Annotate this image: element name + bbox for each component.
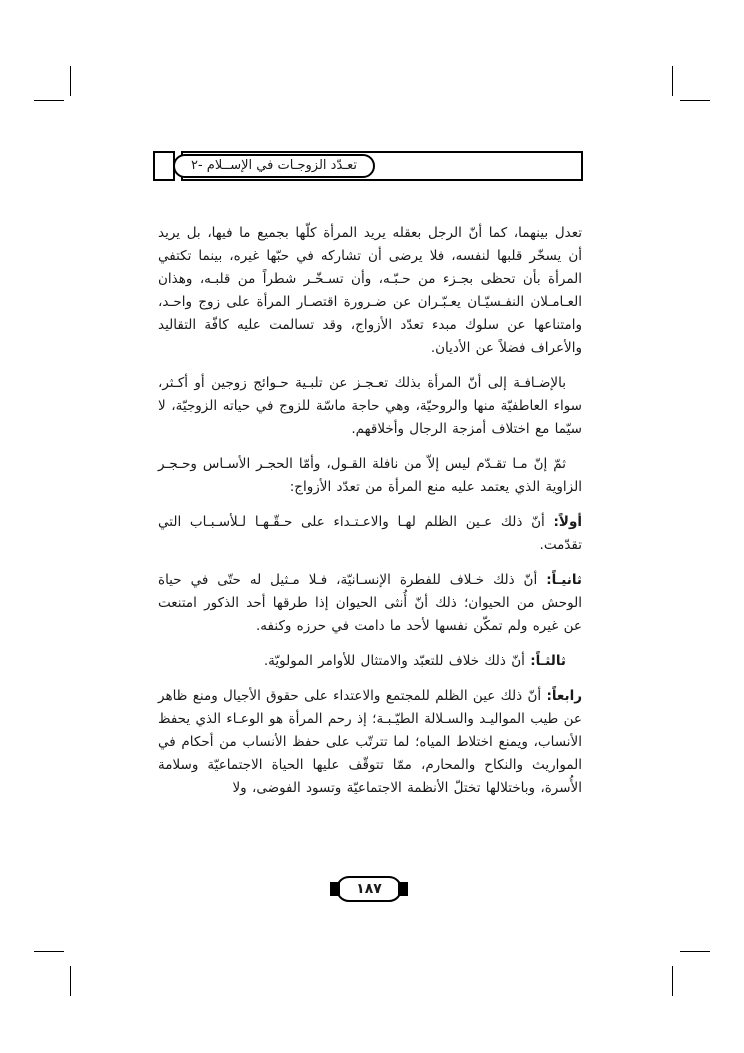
paragraph-text: تعدل بينهما، كما أنّ الرجل بعقله يريد المرأة كلّها بجميع ما فيها، بل يريد أن يسخّر قلبها لنفسه، فلا يرضى أن تشاركه في حبّها غيره، بينما تكتفي المرأة بأن تحظى بجـزء من حـبّـه، وأن تسـخّـر شطراً من قلبـه، وهذان العـامـلان النفـسيّـان يعـبّـران عن ضـرورة اقتصـار المرأة على زوج واحـد، وامتناعها عن سلوك مبدء تعدّد الأزواج، وقد تسالمت عليه كافّة التقاليد والأعراف فضلاً عن الأديان. [158, 225, 582, 356]
crop-mark [672, 66, 673, 96]
paragraph [158, 685, 582, 800]
crop-mark [70, 966, 71, 996]
running-title: تعـدّد الزوجـات في الإســلام -٢ [173, 154, 375, 178]
paragraph [158, 372, 582, 441]
paragraph [158, 453, 582, 499]
crop-mark [70, 66, 71, 96]
paragraph-text: أنّ ذلك خـلاف للفطرة الإنسـانيّة، فـلا مـثيل له حتّى في حياة الوحش من الحيوان؛ ذلك أنّ أُنثى الحيوان إذا طرقها أحد الذكور امتنعت عن غيره ولم تمكّن نفسها لأحد ما دامت في حرزه وكنفه. [158, 572, 582, 634]
crop-mark [680, 100, 710, 101]
crop-mark [680, 951, 710, 952]
paragraph-lead: ثانيـاً: [546, 572, 582, 588]
crop-mark [672, 966, 673, 996]
header-ornament [153, 151, 175, 181]
paragraph-text: بالإضـافـة إلى أنّ المرأة بذلك تعـجـز عن تلبـية حـوائج زوجين أو أكـثر، سواء العاطفيّة منها والروحيّة، وهي حاجة ماسّة للزوج في حياته الزوجيّة، لا سيّما مع اختلاف أمزجة الرجال وأخلاقهم. [158, 375, 582, 437]
paragraph [158, 511, 582, 557]
paragraph-text: ثمّ إنّ مـا تقـدّم ليس إلاّ من نافلة القـول، وأمّا الحجـر الأسـاس وحـجـر الزاوية الذي يعتمد عليه منع المرأة من تعدّد الأزواج: [158, 456, 582, 495]
running-header [153, 151, 583, 181]
paragraph-lead: أولاً: [553, 514, 582, 530]
paragraph-lead: ثالثـاً: [530, 653, 566, 669]
crop-mark [34, 100, 64, 101]
paragraph-lead: رابعاً: [546, 688, 582, 704]
paragraph-text: أنّ ذلك خلاف للتعبّد والامتثال للأوامر المولويّة. [263, 653, 531, 669]
page-number: ١٨٧ [336, 876, 402, 902]
crop-mark [34, 951, 64, 952]
paragraph [158, 222, 582, 360]
paragraph-text: أنّ ذلك عين الظلم للمجتمع والاعتداء على حقوق الأجيال ومنع ظاهر عن طيب المواليـد والسـلالة الطيّـبـة؛ إذ رحم المرأة هو الوعـاء الذي يحفظ الأنساب، ويمنع اختلاط المياه؛ لما تترتّب على حفظ الأنساب من أحكام في المواريث والنكاح والمحارم، ممّا تتوقّف عليها الحياة الاجتماعيّة وسلامة الأُسرة، وباختلالها تختلّ الأنظمة الاجتماعيّة وتسود الفوضى، ولا [158, 688, 582, 796]
paragraph [158, 569, 582, 638]
page-body [158, 222, 582, 812]
paragraph [158, 650, 582, 673]
paragraph-text: أنّ ذلك عـين الظلم لهـا والاعـتـداء على حـقّـهـا لـلأسـبـاب التي تقدّمت. [158, 514, 582, 553]
